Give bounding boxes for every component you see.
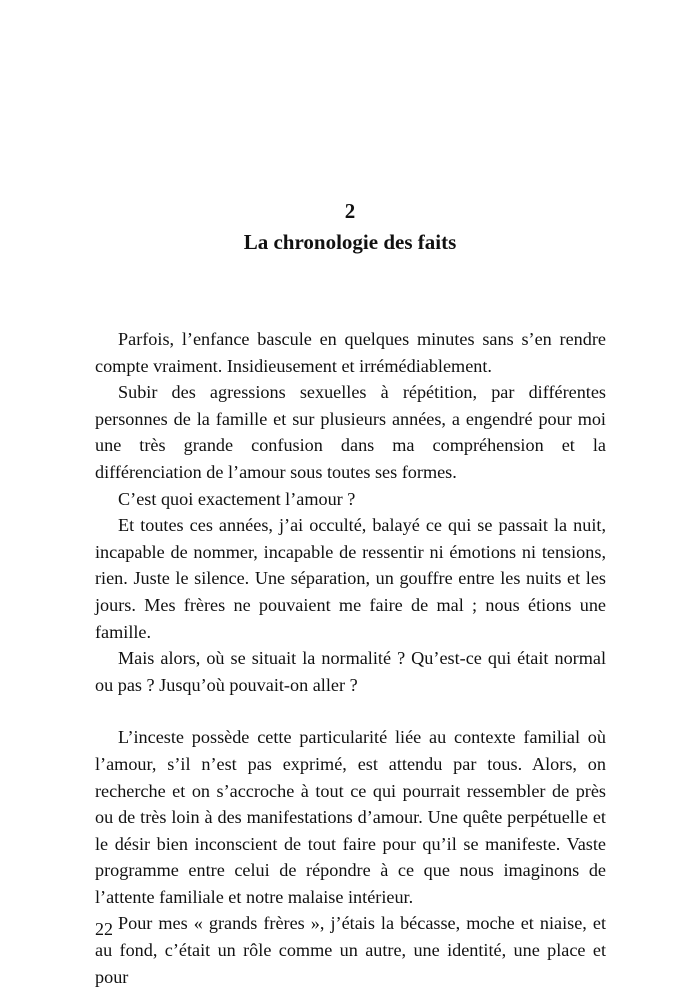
paragraph: L’inceste possède cette particularité liée au contexte familial où l’amour, s’il n’est pas exprimé, est attendu par tous. Alors, on recherche et on s’accroche à tout ce qui pourrait ressembler de près ou de très loin à des manifestations d’amour. Une quête perpétuelle et le désir bien inconscient de tout faire pour qu’il se manifeste. Vaste programme entre celui de répondre à ce que nous imaginons de l’attente familiale et notre malaise intérieur. [95, 727, 606, 907]
paragraph: Subir des agressions sexuelles à répétition, par différentes personnes de la famille et sur plusieurs années, a engendré pour moi une très grande confusion dans ma compréhension et la différenciation de l’amour sous toutes ses formes. [95, 382, 606, 482]
chapter-number: 2 [344, 199, 356, 223]
body-text [95, 326, 606, 990]
page-number: 22 [95, 919, 113, 939]
section-break [95, 698, 606, 724]
paragraph: Et toutes ces années, j’ai occulté, balayé ce qui se passait la nuit, incapable de nommer, incapable de ressentir ni émotions ni tensions, rien. Juste le silence. Une séparation, un gouffre entre les nuits et les jours. Mes frères ne pouvaient me faire de mal ; nous étions une famille. [95, 515, 606, 642]
chapter-title: La chronologie des faits [243, 230, 457, 254]
paragraph: Parfois, l’enfance bascule en quelques minutes sans s’en rendre compte vraiment. Insidieusement et irrémédiablement. [95, 329, 606, 376]
paragraph: Pour mes « grands frères », j’étais la bécasse, moche et niaise, et au fond, c’était un rôle comme un autre, une identité, une place et pour [95, 913, 606, 987]
paragraph: Mais alors, où se situait la normalité ? Qu’est-ce qui était normal ou pas ? Jusqu’où pouvait-on aller ? [95, 648, 606, 695]
paragraph: C’est quoi exactement l’amour ? [118, 488, 356, 509]
